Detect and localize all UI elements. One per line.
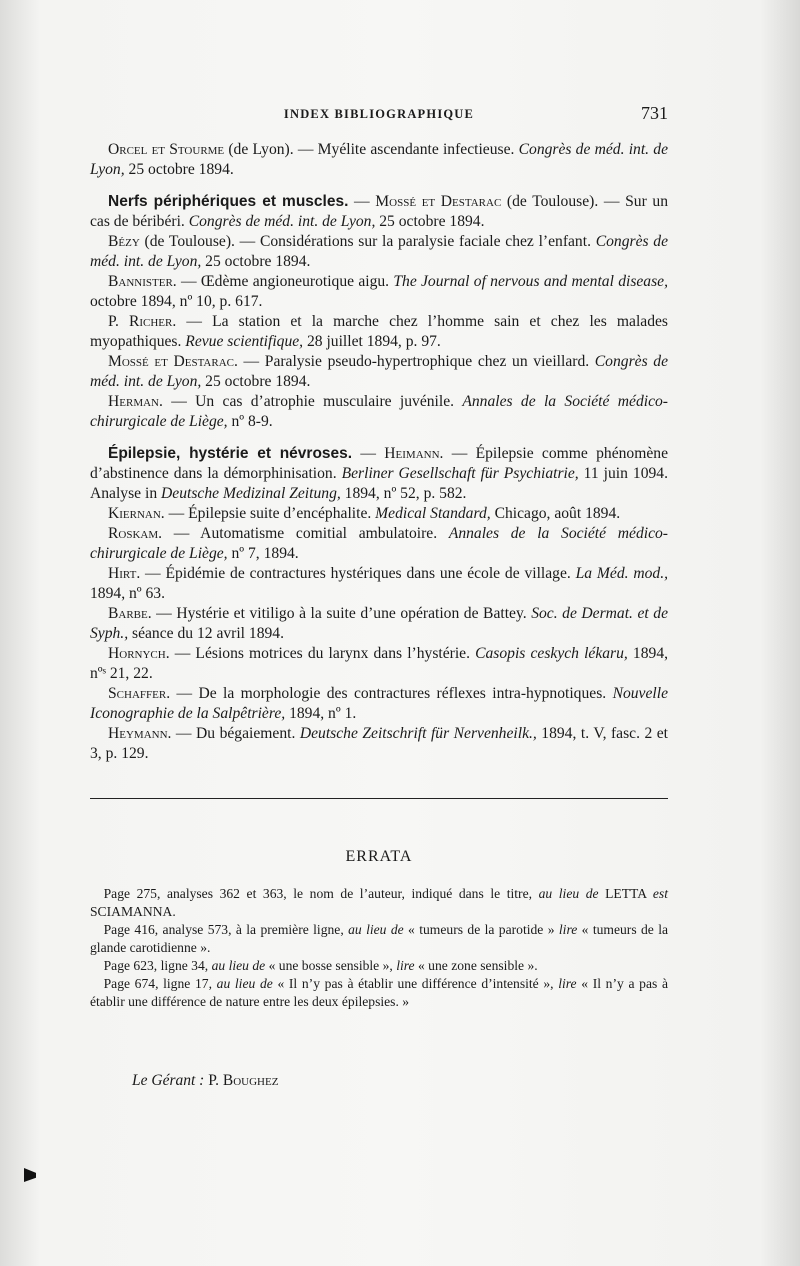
entry-text: — Un cas d’atrophie musculaire juvénile.	[162, 393, 463, 410]
errata-italic: est	[652, 886, 668, 901]
gerant-label: Le Gérant :	[132, 1072, 205, 1089]
errata-item	[90, 885, 668, 921]
gerant-signature-line	[132, 1072, 278, 1090]
entry-text: — La station et la marche chez l’homme sain et chez les malades myopathiques.	[90, 313, 668, 350]
entry-tail: nº 8-9.	[227, 413, 273, 430]
entry: Épilepsie, hystérie et névroses. — Heimann. — Épilepsie comme phénomène d’abstinence dans la démorphinisation. Berliner Gesellschaft für Psychiatrie, 11 juin 1094. Analyse in Deutsche Medizinal Zeitung, 1894, nº 52, p. 582.	[90, 445, 668, 502]
errata-text: « une bosse sensible »,	[265, 958, 397, 973]
errata-text: « tumeurs de la parotide »	[403, 922, 559, 937]
entry	[90, 232, 668, 272]
errata-title: ERRATA	[345, 848, 413, 865]
entry-author: Hornych.	[108, 645, 170, 662]
errata-italic: lire	[558, 976, 577, 991]
entry-text: — Lésions motrices du larynx dans l’hystérie.	[169, 645, 476, 662]
entry	[90, 504, 668, 524]
entry-tail: 1894, nº 1.	[285, 705, 357, 722]
entry-text: (de Toulouse). — Considérations sur la paralysie faciale chez l’enfant.	[139, 233, 596, 250]
entry	[90, 140, 668, 180]
entry-author: Heimann.	[384, 445, 444, 462]
entry-tail: 25 octobre 1894.	[201, 253, 311, 270]
errata-italic: au lieu de	[348, 922, 404, 937]
entry-text: — Œdème angioneurotique aigu.	[176, 273, 394, 290]
entry-text: — Épidémie de contractures hystériques dans une école de village.	[140, 565, 576, 582]
entry-author: Mossé et Destarac	[375, 193, 502, 210]
entry-text: (de Lyon). — Myélite ascendante infectieuse.	[224, 141, 519, 158]
entry-tail: 25 octobre 1894.	[375, 213, 485, 230]
entry-source: Revue scientifique,	[185, 333, 304, 350]
entry-tail: séance du 12 avril 1894.	[128, 625, 285, 642]
errata-italic: au lieu de	[538, 886, 599, 901]
entry-text: — Épilepsie suite d’encéphalite.	[164, 505, 376, 522]
entry-source: Nouvelle Iconographie de la Salpêtrière,	[90, 685, 668, 722]
errata-text: « Il n’y a pas à établir une différence de nature entre les deux épilepsies. »	[90, 976, 668, 1009]
entry-tail: 25 octobre 1894.	[201, 373, 311, 390]
entry-tail: octobre 1894, nº 10, p. 617.	[90, 293, 263, 310]
errata-item	[90, 921, 668, 957]
entry-source: Medical Standard,	[375, 505, 491, 522]
entry	[90, 312, 668, 352]
entry-text: 11 juin 1094. Analyse in	[90, 465, 668, 502]
errata-body	[90, 885, 668, 1011]
entry-author: Kiernan.	[108, 505, 165, 522]
entry-source: Berliner Gesellschaft für Psychiatrie,	[341, 465, 579, 482]
entry	[90, 564, 668, 604]
entry-tail: Chicago, août 1894.	[490, 505, 621, 522]
errata-text: SCIAMANNA.	[90, 904, 176, 919]
entry-source: Congrès de méd. int. de Lyon,	[90, 353, 668, 390]
entry-author: Heymann.	[108, 725, 172, 742]
entry-source: The Journal of nervous and mental disease,	[393, 273, 668, 290]
page-number: 731	[641, 103, 668, 123]
entry-text: — Du bégaiement.	[171, 725, 300, 742]
entry	[90, 724, 668, 764]
entry-author: Roskam.	[108, 525, 163, 542]
page-header	[90, 103, 668, 127]
entry-text: — Hystérie et vitiligo à la suite d’une opération de Battey.	[151, 605, 532, 622]
errata-text: Page 623, ligne 34,	[103, 958, 212, 973]
section-title-epilepsie: Épilepsie, hystérie et névroses.	[108, 445, 353, 462]
entry-source: Casopis ceskych lékaru,	[475, 645, 628, 662]
bibliography-body	[90, 140, 668, 764]
errata-text: « une zone sensible ».	[414, 958, 538, 973]
gerant-name: Boughez	[222, 1072, 279, 1089]
entry-source: Congrès de méd. int. de Lyon,	[188, 213, 376, 230]
entry-author: Barbe.	[108, 605, 152, 622]
entry-tail: 1894, nº 63.	[90, 585, 166, 602]
entry-author: Schaffer.	[108, 685, 171, 702]
entry-author: Bannister.	[108, 273, 177, 290]
errata-item	[90, 975, 668, 1011]
entry	[90, 524, 668, 564]
errata-text: Page 275, analyses 362 et 363, le nom de l’auteur, indiqué dans le titre,	[103, 886, 539, 901]
entry-author: Mossé et Destarac.	[108, 353, 238, 370]
errata-text: Page 674, ligne 17,	[103, 976, 217, 991]
entry-tail: 1894, t. V, fasc. 2 et 3, p. 129.	[90, 725, 669, 762]
errata-italic: lire	[558, 922, 578, 937]
entry-author: P. Richer.	[108, 313, 177, 330]
entry-text: (de Toulouse). — Sur un cas de béribéri.	[90, 193, 669, 230]
running-title: INDEX BIBLIOGRAPHIQUE	[283, 107, 475, 121]
errata-italic: lire	[396, 958, 415, 973]
errata-text: « Il n’y pas à établir une différence d’intensité »,	[272, 976, 559, 991]
scan-edge-mark	[24, 1168, 36, 1182]
errata-italic: au lieu de	[216, 976, 273, 991]
section-title-nerfs: Nerfs périphériques et muscles.	[108, 193, 349, 210]
entry-author: Bézy	[108, 233, 140, 250]
entry-source: Soc. de Dermat. et de Syph.,	[90, 605, 668, 642]
errata-item	[90, 957, 668, 975]
errata-text: « tumeurs de la glande carotidienne ».	[90, 922, 669, 955]
entry-source: Annales de la Société médico-chirurgicale de Liège,	[90, 525, 668, 562]
errata-text: LETTA	[598, 886, 653, 901]
entry-author: Hirt.	[108, 565, 141, 582]
errata-italic: au lieu de	[211, 958, 266, 973]
entry-tail: 1894, nº 52, p. 582.	[340, 485, 467, 502]
entry	[90, 352, 668, 392]
entry-source: Congrès de méd. int. de Lyon,	[90, 233, 668, 270]
entry	[90, 684, 668, 724]
entry-text: — De la morphologie des contractures réflexes intra-hypnotiques.	[170, 685, 613, 702]
entry-text: — Automatisme comitial ambulatoire.	[162, 525, 449, 542]
entry-author: Herman.	[108, 393, 163, 410]
entry-source: Deutsche Zeitschrift für Nervenheilk.,	[299, 725, 537, 742]
entry-text: — Paralysie pseudo-hypertrophique chez un vieillard.	[237, 353, 595, 370]
gerant-initial: P.	[208, 1072, 219, 1089]
entry-source: Deutsche Medizinal Zeitung,	[161, 485, 341, 502]
entry	[90, 604, 668, 644]
entry: Nerfs périphériques et muscles. — Mossé et Destarac (de Toulouse). — Sur un cas de béribéri. Congrès de méd. int. de Lyon, 25 octobre 1894.	[90, 193, 669, 230]
entry-source: Annales de la Société médico-chirurgicale de Liège,	[90, 393, 668, 430]
entry-tail: 25 octobre 1894.	[124, 161, 234, 178]
entry-author: Orcel et Stourme	[108, 141, 225, 158]
entry-tail: nº 7, 1894.	[227, 545, 299, 562]
entry-tail: 1894, nºˢ 21, 22.	[90, 645, 669, 682]
entry	[90, 392, 668, 432]
entry-source: La Méd. mod.,	[575, 565, 669, 582]
entry-text: — Épilepsie comme phénomène d’abstinence dans la démorphinisation.	[90, 445, 668, 482]
errata-text: Page 416, analyse 573, à la première ligne,	[103, 922, 349, 937]
section-divider	[90, 798, 668, 799]
entry	[90, 272, 668, 312]
entry	[90, 644, 668, 684]
entry-tail: 28 juillet 1894, p. 97.	[303, 333, 441, 350]
entry-source: Congrès de méd. int. de Lyon,	[90, 141, 668, 178]
